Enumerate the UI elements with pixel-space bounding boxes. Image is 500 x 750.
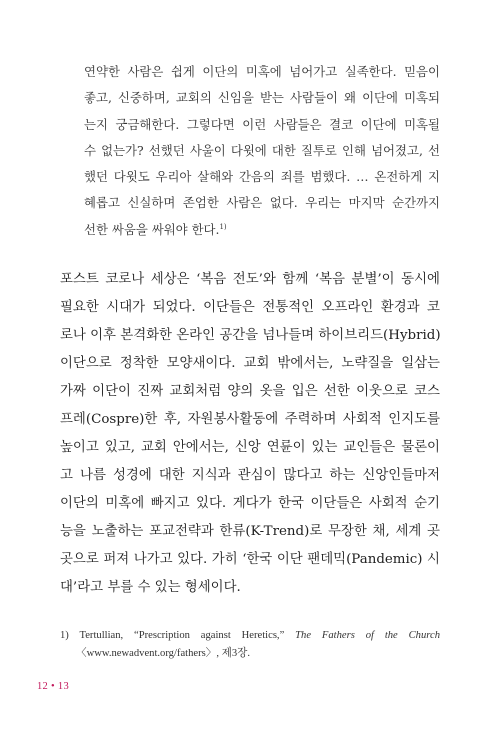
quote-line: 연약한 사람은 쉽게 이단의 미혹에 넘어가고 실족한다. 믿음이 xyxy=(84,64,440,79)
footnote-url-line: 〈www.newadvent.org/fathers〉, 제3장. xyxy=(76,648,251,659)
body-line: 곳으로 퍼져 나가고 있다. 가히 ‘한국 이단 팬데믹(Pandemic) 시 xyxy=(60,552,440,567)
body-line: 대’라고 부를 수 있는 형세이다. xyxy=(60,580,241,595)
quote-line: 좋고, 신중하며, 교회의 신임을 받는 사람들이 왜 이단에 미혹되 xyxy=(84,90,440,106)
footnote-marker: 1) xyxy=(219,222,227,231)
body-line: 이단으로 정착한 모양새이다. 교회 밖에서는, 노략질을 일삼는 xyxy=(60,356,440,371)
quote-line-last xyxy=(84,217,440,243)
body-line: 능을 노출하는 포교전략과 한류(K-Trend)로 무장한 채, 세계 곳 xyxy=(60,524,440,539)
quote-line-text: 선한 싸움을 싸워야 한다. xyxy=(84,221,220,237)
quote-line: 혜롭고 신실하며 존엄한 사람은 없다. 우리는 마지막 순간까지 xyxy=(84,195,440,211)
body-line: 포스트 코로나 세상은 ‘복음 전도’와 함께 ‘복음 분별’이 동시에 xyxy=(60,272,440,287)
body-line: 필요한 시대가 되었다. 이단들은 전통적인 오프라인 환경과 코 xyxy=(60,300,440,315)
footnote-citation: 1) Tertullian, “Prescription against Heretics,” xyxy=(60,630,296,641)
page-number: 12 • 13 xyxy=(37,681,70,692)
quote-line: 했던 다윗도 우리아 살해와 간음의 죄를 범했다. … 온전하게 지 xyxy=(84,169,440,185)
block-quote xyxy=(84,59,440,243)
quote-line: 수 없는가? 선했던 사울이 다윗에 대한 질투로 인해 넘어졌고, 선 xyxy=(84,142,440,158)
body-line: 로나 이후 본격화한 온라인 공간을 넘나들며 하이브리드(Hybrid) xyxy=(60,328,441,343)
footnote xyxy=(60,627,440,663)
body-line: 가짜 이단이 진짜 교회처럼 양의 옷을 입은 선한 이웃으로 코스 xyxy=(60,384,440,399)
body-line: 높이고 있고, 교회 안에서는, 신앙 연륜이 있는 교인들은 물론이 xyxy=(60,440,440,455)
footnote-line xyxy=(60,627,440,645)
quote-line: 는지 궁금해한다. 그렇다면 이런 사람들은 결코 이단에 미혹될 xyxy=(84,116,440,132)
body-line: 이단의 미혹에 빠지고 있다. 게다가 한국 이단들은 사회적 순기 xyxy=(60,496,440,511)
footnote-title: The Fathers of the Church xyxy=(295,630,440,641)
body-line: 고 나름 성경에 대한 지식과 관심이 많다고 하는 신앙인들마저 xyxy=(60,468,440,483)
body-paragraph xyxy=(60,266,440,602)
body-line: 프레(Cospre)한 후, 자원봉사활동에 주력하며 사회적 인지도를 xyxy=(60,412,440,427)
